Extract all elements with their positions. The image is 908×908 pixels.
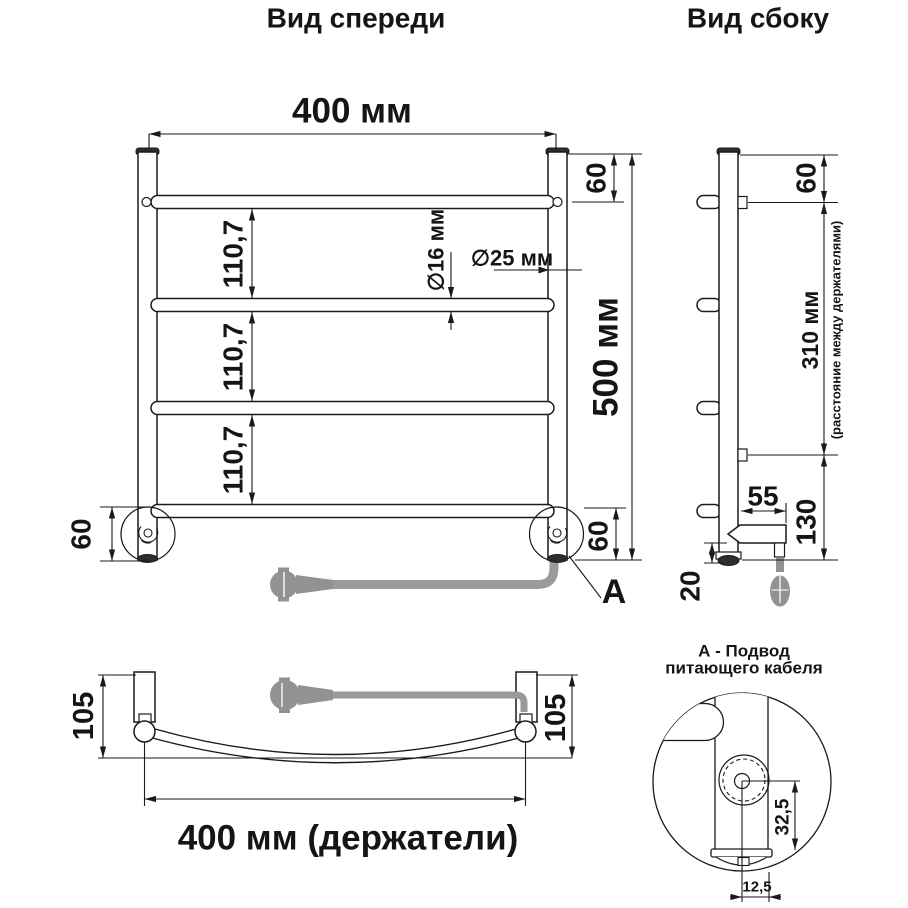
detail-dim-center-offset <box>773 781 796 850</box>
side-post <box>719 152 738 560</box>
svg-text:∅25 мм: ∅25 мм <box>470 245 554 271</box>
side-dim-bracket-span <box>797 203 844 456</box>
front-dim-height <box>575 154 642 560</box>
top-right-holder <box>515 721 536 742</box>
side-dim-arm-length <box>741 481 786 524</box>
top-plug-head <box>270 680 300 710</box>
side-dim-top-offset <box>791 155 825 203</box>
side-view-title: Вид сбоку <box>686 2 830 34</box>
side-bracket-note: (расстояние между держателями) <box>828 220 844 440</box>
svg-text:110,7: 110,7 <box>217 219 249 289</box>
side-mounting-arm <box>728 525 786 543</box>
svg-text:12,5: 12,5 <box>742 878 772 896</box>
detail-view <box>645 642 831 903</box>
front-detail-leader <box>569 556 626 611</box>
front-view <box>66 92 643 612</box>
svg-text:60: 60 <box>582 520 614 552</box>
front-dim-top-offset <box>569 154 642 202</box>
svg-text:60: 60 <box>790 162 822 194</box>
front-bars <box>151 196 554 518</box>
svg-text:105: 105 <box>68 691 100 741</box>
svg-text:20: 20 <box>674 570 706 602</box>
svg-text:130: 130 <box>790 498 822 546</box>
top-dim-depth-left <box>68 675 136 758</box>
side-bar-tabs <box>697 196 721 518</box>
detail-title-line2: питающего кабеля <box>665 658 823 678</box>
front-power-cable <box>270 561 554 602</box>
side-cable-gland <box>775 543 785 557</box>
side-wall-stub-top <box>738 197 747 209</box>
side-plug <box>770 558 790 607</box>
detail-bar-tab <box>645 704 724 741</box>
top-dim-depth-right <box>536 675 578 758</box>
top-left-holder <box>134 721 155 742</box>
svg-text:110,7: 110,7 <box>217 322 249 392</box>
front-weld-ring-left <box>142 198 151 207</box>
svg-text:55: 55 <box>747 480 779 512</box>
side-post-foot <box>718 556 739 566</box>
front-right-post <box>548 152 567 560</box>
detail-dim-cap-offset <box>730 872 781 902</box>
svg-text:60: 60 <box>580 162 612 194</box>
side-dim-lower-section <box>791 455 825 560</box>
top-dim-holders-width <box>145 742 526 858</box>
svg-text:105: 105 <box>540 693 572 743</box>
front-dim-bracket-right <box>583 508 627 560</box>
svg-text:32,5: 32,5 <box>772 798 794 836</box>
front-left-post <box>138 152 157 560</box>
svg-text:400 мм: 400 мм <box>292 91 412 131</box>
detail-geometry <box>645 688 772 866</box>
top-power-cable <box>270 678 524 714</box>
front-view-title: Вид спереди <box>266 2 446 34</box>
svg-text:∅16 мм: ∅16 мм <box>423 208 449 292</box>
svg-text:60: 60 <box>65 518 97 550</box>
front-right-post-foot <box>548 555 568 563</box>
side-view <box>675 148 844 607</box>
top-view <box>68 672 578 858</box>
svg-text:110,7: 110,7 <box>217 425 249 495</box>
detail-ref-label: А <box>601 573 627 611</box>
front-weld-ring-right <box>553 198 562 207</box>
svg-text:400 мм (держатели): 400 мм (держатели) <box>177 818 519 858</box>
front-dim-bar-spacing <box>218 209 253 504</box>
svg-text:310 мм: 310 мм <box>797 290 823 370</box>
front-dim-width <box>149 92 556 151</box>
svg-text:500 мм: 500 мм <box>586 297 626 417</box>
detail-title-line1: А - Подвод <box>698 641 790 661</box>
side-wall-stub-bottom <box>738 449 747 461</box>
detail-foot-inlet <box>738 858 749 866</box>
